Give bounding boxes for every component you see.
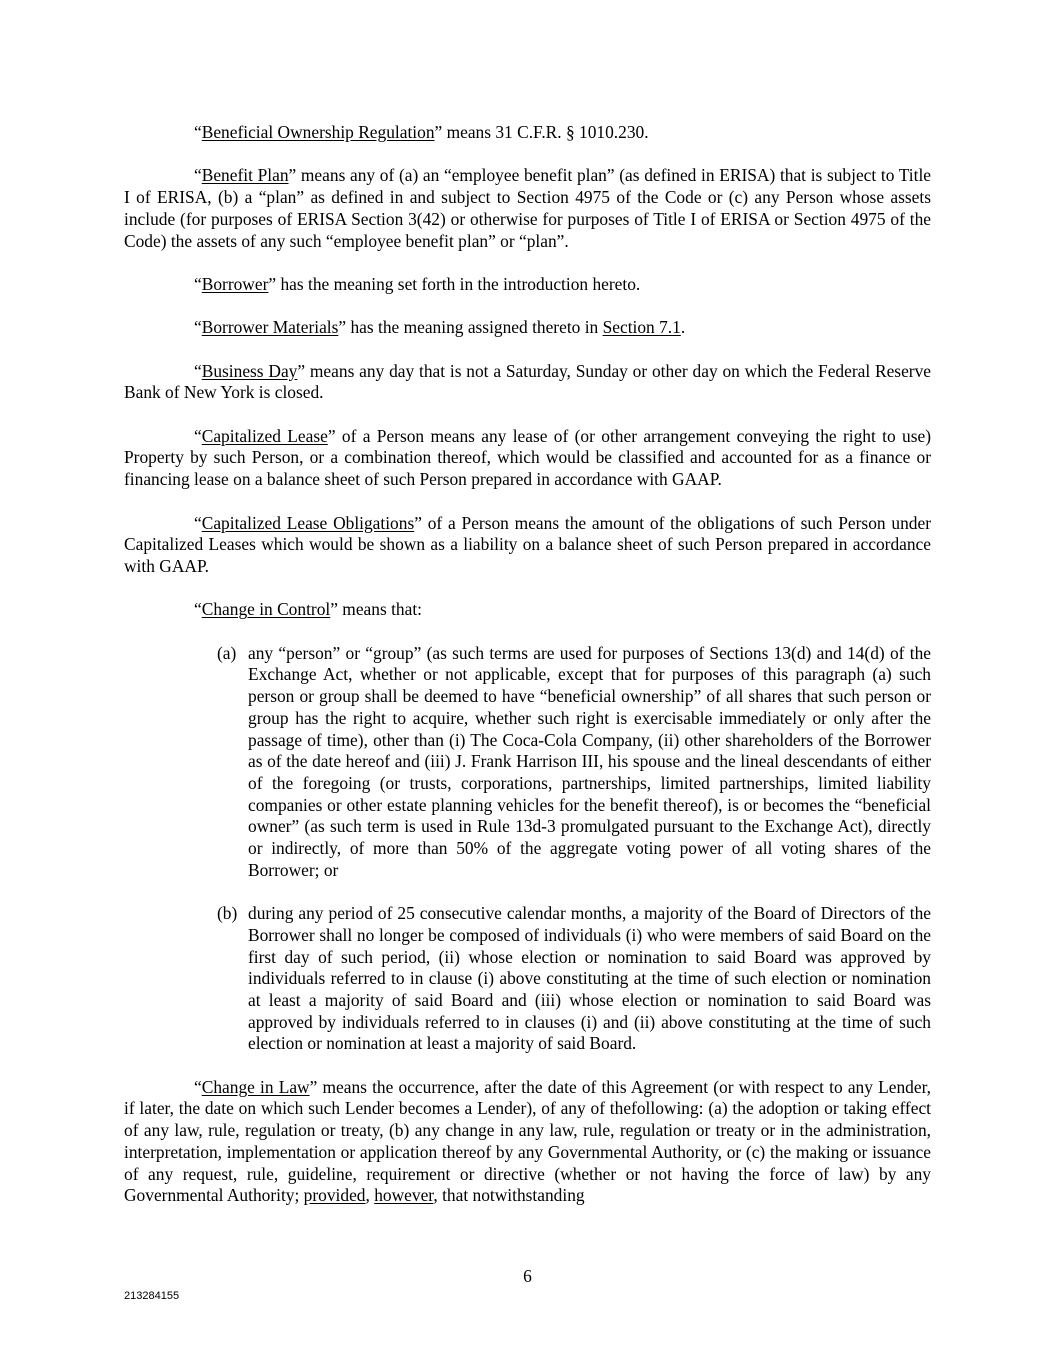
- definition-borrower: [124, 274, 931, 296]
- clause-text: during any period of 25 consecutive calendar months, a majority of the Board of Directors of the Borrower shall no longer be composed of individuals (i) who were members of said Board on the first day of such period, (ii) whose election or nomination to said Board was approved by individuals referred to in clause (i) above constituting at the time of such election or nomination at least a majority of said Board and (iii) whose election or nomination to said Board was approved by individuals referred to in clauses (i) and (ii) above constituting at the time of such election or nomination at least a majority of said Board.: [248, 903, 931, 1054]
- definition-beneficial-ownership-regulation: [124, 122, 931, 144]
- comma: ,: [365, 1185, 375, 1206]
- definition-tail: , that notwithstanding: [433, 1185, 585, 1206]
- open-quote: “: [194, 165, 202, 186]
- definition-capitalized-lease: [124, 426, 931, 491]
- clause-text: any “person” or “group” (as such terms are used for purposes of Sections 13(d) and 14(d) of the Exchange Act, whether or not applicable, except that for purposes of this paragraph (a) such person or group shall be deemed to have “beneficial ownership” of all shares that such person or group has the right to acquire, whether such right is exercisable immediately or only after the passage of time), other than (i) The Coca-Cola Company, (ii) other shareholders of the Borrower as of the date hereof and (iii) J. Frank Harrison III, his spouse and the lineal descendants of either of the foregoing (or trusts, corporations, partnerships, limited partnerships, limited liability companies or other estate planning vehicles for the benefit thereof), is or becomes the “beneficial owner” (as such term is used in Rule 13d-3 promulgated pursuant to the Exchange Act), directly or indirectly, of more than 50% of the aggregate voting power of all voting shares of the Borrower; or: [248, 642, 931, 880]
- open-quote: “: [194, 360, 202, 381]
- open-quote: “: [194, 1076, 202, 1097]
- defined-term: Capitalized Lease: [201, 425, 328, 446]
- defined-term: Borrower Materials: [201, 317, 339, 338]
- defined-term: Capitalized Lease Obligations: [201, 512, 415, 533]
- defined-term: Change in Law: [201, 1076, 310, 1097]
- definition-text: ” means that:: [330, 599, 422, 620]
- definition-borrower-materials: [124, 317, 931, 339]
- defined-term: Change in Control: [201, 599, 331, 620]
- open-quote: “: [194, 122, 202, 142]
- section-reference: Section 7.1: [602, 317, 681, 338]
- definition-text: ” means any day that is not a Saturday, Sunday or other day on which the Federal Reserve Bank of New York is closed.: [124, 360, 931, 403]
- definition-change-in-control: [124, 599, 931, 621]
- defined-term: Benefit Plan: [201, 165, 289, 186]
- open-quote: “: [194, 512, 202, 533]
- provided-term: provided: [303, 1185, 366, 1206]
- definition-benefit-plan: [124, 165, 931, 252]
- definition-change-in-law: [124, 1077, 931, 1207]
- definition-text: ” means 31 C.F.R. § 1010.230.: [434, 122, 649, 142]
- definition-text: ” has the meaning assigned thereto in: [338, 317, 603, 338]
- however-term: however: [374, 1185, 434, 1206]
- period: .: [680, 317, 686, 338]
- defined-term: Beneficial Ownership Regulation: [201, 122, 435, 142]
- defined-term: Business Day: [201, 360, 298, 381]
- definition-text: ” means the occurrence, after the date of this Agreement (or with respect to any Lender, if later, the date on which such Lender becomes a Lender), of any of thefollowing: (a) the adoption or taking effect of any law, rule, regulation or treaty, (b) any change in any law, rule, regulation or treaty or in the administration, interpretation, implementation or application thereof by any Governmental Authority, or (c) the making or issuance of any request, rule, guideline, requirement or directive (whether or not having the force of law) by any Governmental Authority;: [124, 1076, 932, 1206]
- definition-text: ” of a Person means any lease of (or other arrangement conveying the right to use) Property by such Person, or a combination thereof, which would be classified and accounted for as a finance or financing lease on a balance sheet of such Person prepared in accordance with GAAP.: [124, 425, 932, 490]
- clause-label: (b): [217, 903, 238, 924]
- open-quote: “: [194, 317, 202, 338]
- definition-text: ” means any of (a) an “employee benefit plan” (as defined in ERISA) that is subject to Title I of ERISA, (b) a “plan” as defined in and subject to Section 4975 of the Code or (c) any Person whose assets include (for purposes of ERISA Section 3(42) or otherwise for purposes of Title I of ERISA or Section 4975 of the Code) the assets of any such “employee benefit plan” or “plan”.: [124, 165, 931, 251]
- defined-term: Borrower: [201, 273, 269, 294]
- definition-text: ” of a Person means the amount of the obligations of such Person under Capitalized Leases which would be shown as a liability on a balance sheet of such Person prepared in accordance with GAAP.: [124, 512, 931, 576]
- clause-b: [217, 903, 931, 1055]
- clause-a: [217, 642, 931, 882]
- open-quote: “: [194, 273, 202, 294]
- clause-label: (a): [217, 642, 237, 663]
- open-quote: “: [194, 425, 202, 446]
- definition-capitalized-lease-obligations: [124, 513, 931, 578]
- definition-text: ” has the meaning set forth in the introduction hereto.: [268, 273, 641, 294]
- open-quote: “: [194, 599, 202, 620]
- page-number: 6: [523, 1266, 532, 1286]
- document-id: 213284155: [124, 1290, 180, 1302]
- definition-business-day: [124, 361, 931, 404]
- document-body: [124, 122, 931, 1229]
